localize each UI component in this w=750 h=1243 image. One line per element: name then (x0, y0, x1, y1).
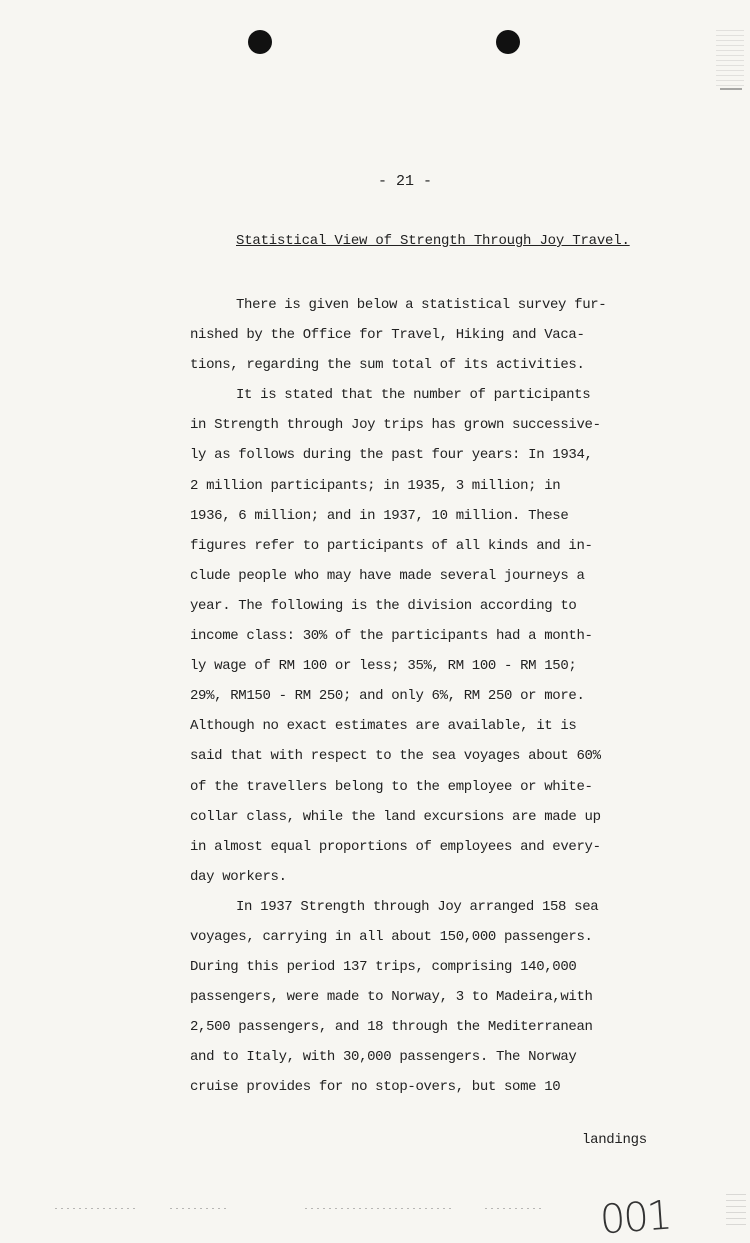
text-line: clude people who may have made several journeys a (190, 567, 585, 584)
text-line: ly wage of RM 100 or less; 35%, RM 100 - RM 150; (190, 658, 577, 675)
text-line: year. The following is the division according to (190, 597, 577, 614)
frame-number-handwritten: 001 (598, 1192, 672, 1243)
text-line: There is given below a statistical survey fur- (236, 297, 607, 313)
text-line: During this period 137 trips, comprising 140,000 (190, 959, 577, 976)
scan-edge-mark (720, 88, 742, 90)
text-line: 2,500 passengers, and 18 through the Mediterranean (190, 1019, 593, 1036)
text-line: tions, regarding the sum total of its activities. (190, 357, 585, 374)
scan-bottom-artifact (55, 1208, 135, 1209)
text-line: nished by the Office for Travel, Hiking and Vaca- (190, 327, 585, 344)
punch-hole-right (496, 30, 520, 54)
section-heading: Statistical View of Strength Through Joy Travel. (236, 233, 630, 249)
text-line: ly as follows during the past four years: In 1934, (190, 447, 593, 464)
text-line: day workers. (190, 868, 287, 885)
text-line: collar class, while the land excursions are made up (190, 808, 601, 825)
text-line: in Strength through Joy trips has grown successive- (190, 417, 601, 434)
text-line: said that with respect to the sea voyages about 60% (190, 748, 601, 765)
page-number: - 21 - (377, 173, 432, 190)
scan-bottom-artifact (170, 1208, 230, 1209)
text-line: 29%, RM150 - RM 250; and only 6%, RM 250 or more. (190, 688, 585, 705)
text-line: voyages, carrying in all about 150,000 passengers. (190, 928, 593, 945)
body-text (190, 290, 660, 1103)
text-line: figures refer to participants of all kinds and in- (190, 537, 593, 554)
text-line: and to Italy, with 30,000 passengers. The Norway (190, 1049, 577, 1066)
text-line: in almost equal proportions of employees and every- (190, 838, 601, 855)
scan-corner-artifact (726, 1194, 746, 1230)
text-line: Although no exact estimates are available, it is (190, 718, 577, 735)
scan-bottom-artifact (305, 1208, 455, 1209)
text-line: It is stated that the number of participants (236, 387, 591, 404)
scan-bottom-artifact (485, 1208, 545, 1209)
text-line: cruise provides for no stop-overs, but some 10 (190, 1079, 561, 1096)
punch-hole-left (248, 30, 272, 54)
text-line: passengers, were made to Norway, 3 to Madeira,with (190, 989, 593, 1006)
scan-edge-artifact (716, 30, 744, 90)
text-line: 2 million participants; in 1935, 3 million; in (190, 477, 561, 494)
catchword: landings (582, 1132, 647, 1148)
text-line: 1936, 6 million; and in 1937, 10 million. These (190, 507, 569, 524)
text-line: of the travellers belong to the employee or white- (190, 778, 593, 795)
text-line: In 1937 Strength through Joy arranged 158 sea (236, 898, 599, 915)
text-line: income class: 30% of the participants had a month- (190, 628, 593, 645)
